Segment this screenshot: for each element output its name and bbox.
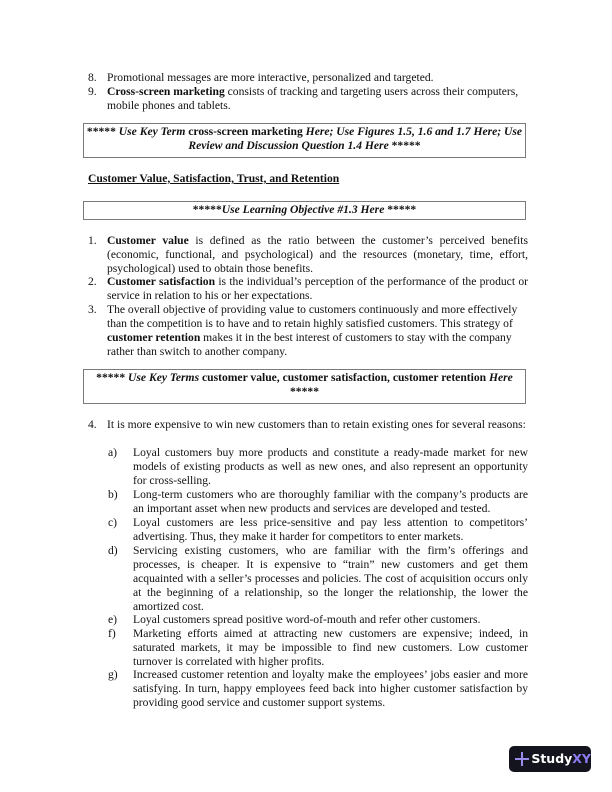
key-term: cross-screen marketing (188, 125, 303, 138)
key-term: Customer value (107, 234, 189, 247)
list-text: Promotional messages are more interactive, personalized and targeted. (107, 71, 434, 84)
list-number: 4. (88, 418, 97, 431)
brand-main: Study (531, 751, 573, 767)
key-term: Customer satisfaction (107, 275, 216, 288)
sub-label: a) (108, 446, 118, 459)
studyxy-badge[interactable] (509, 746, 591, 772)
key-term: Cross-screen marketing (107, 85, 225, 98)
sub-item-c (108, 516, 528, 544)
list-number: 1. (88, 234, 97, 247)
sub-text: Servicing existing customers, who are familiar with the firm’s offerings and processes, is cheaper. It is expensive to “train” new customers and get them acquainted with a seller’s processes and policies. The cost of acquisition occurs only at the beginning of a relationship, so the longer the relationship, the lower the amortized cost. (133, 544, 528, 613)
sub-label: d) (108, 544, 118, 557)
sub-label: f) (108, 627, 116, 640)
list-item-9 (88, 85, 528, 113)
sub-text: Loyal customers buy more products and constitute a ready-made market for new models of existing products as well as new ones, and also represent an opportunity for cross-selling. (133, 446, 528, 487)
sub-text: Loyal customers are less price-sensitive and pay less attention to competitors’ advertising. Thus, they make it harder for competitors to enter markets. (133, 516, 528, 543)
list-text: It is more expensive to win new customers than to retain existing ones for several reasons: (107, 418, 526, 431)
sub-text: Marketing efforts aimed at attracting new customers are expensive; indeed, in saturated markets, it may be impossible to find new customers. Low customer turnover is correlated with higher profits. (133, 627, 528, 668)
list-item-3 (88, 303, 528, 359)
instructor-note-box-2: *****Use Learning Objective #1.3 Here ***** (83, 201, 526, 220)
brand-accent: XY (572, 751, 591, 767)
sub-label: g) (108, 668, 118, 681)
sub-label: c) (108, 516, 118, 529)
sub-text: Long-term customers who are thoroughly familiar with the company’s products are an important asset when new products and services are developed and tested. (133, 488, 528, 515)
sub-item-b (108, 488, 528, 516)
list-item-4 (88, 418, 528, 432)
sub-item-d (108, 544, 528, 614)
list-number: 8. (88, 71, 97, 84)
list-number: 3. (88, 303, 97, 316)
list-text: The overall objective of providing value to customers continuously and more effectively than the competition is to have and to retain highly satisfied customers. This strategy of customer retention makes it in the best interest of customers to stay with the company rather than switch to another company. (107, 303, 518, 358)
list-item-2 (88, 275, 528, 303)
list-item-1 (88, 234, 528, 276)
instructor-note-box-3: ***** Use Key Terms customer value, customer satisfaction, customer retention Here ***** (83, 369, 526, 404)
list-text: Customer satisfaction is the individual’s perception of the performance of the product or service in relation to his or her expectations. (107, 275, 528, 302)
list-item-8 (88, 71, 528, 85)
sub-item-g (108, 668, 528, 710)
list-text: Customer value is defined as the ratio between the customer’s perceived benefits (economic, functional, and psychological) and the resources (monetary, time, effort, psychological) used to obtain those benefits. (107, 234, 528, 275)
instructor-note-box-1: ***** Use Key Term cross-screen marketing Here; Use Figures 1.5, 1.6 and 1.7 Here; Use Review and Discussion Question 1.4 Here ***** (83, 123, 526, 158)
sub-item-a (108, 446, 528, 488)
list-number: 2. (88, 275, 97, 288)
plus-icon (515, 752, 526, 766)
list-number: 9. (88, 85, 97, 98)
sub-text: Loyal customers spread positive word-of-mouth and refer other customers. (133, 613, 481, 626)
sub-label: e) (108, 613, 118, 626)
sub-text: Increased customer retention and loyalty make the employees’ jobs easier and more satisfying. In turn, happy employees feed back into higher customer satisfaction by providing good service and customer support systems. (133, 668, 528, 709)
section-heading: Customer Value, Satisfaction, Trust, and Retention (88, 172, 340, 185)
key-terms: customer value, customer satisfaction, customer retention (202, 371, 487, 384)
key-term: customer retention (107, 330, 201, 344)
list-text: Cross-screen marketing consists of tracking and targeting users across their computers, mobile phones and tablets. (107, 85, 519, 112)
sub-item-e (108, 613, 528, 627)
sub-item-f (108, 627, 528, 669)
sub-label: b) (108, 488, 118, 501)
